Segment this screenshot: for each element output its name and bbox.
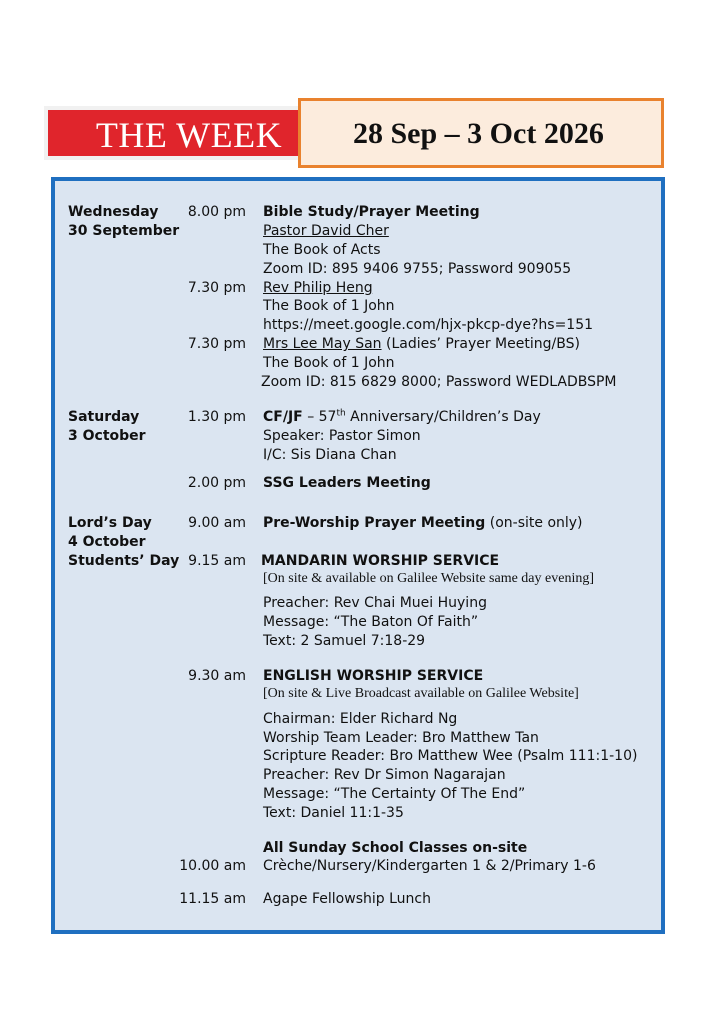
scripture-reader: Scripture Reader: Bro Matthew Wee (Psalm 111:1-10) [263,748,638,764]
in-charge: I/C: Sis Diana Chan [263,447,397,463]
classes: Crèche/Nursery/Kindergarten 1 & 2/Primary 1-6 [263,858,596,874]
time: 11.15 am [179,891,246,907]
zoom-info: Zoom ID: 815 6829 8000; Password WEDLADBSPM [261,374,617,390]
preacher: Preacher: Rev Chai Muei Huying [263,595,487,611]
scripture-text: Text: 2 Samuel 7:18-29 [263,633,426,649]
date-saturday: 3 October [68,428,146,444]
anniversary-number: 57 [318,409,337,425]
scripture-text: Text: Daniel 11:1-35 [263,805,404,821]
time: 7.30 pm [187,336,246,352]
time: 2.00 pm [187,475,246,491]
service-title: ENGLISH WORSHIP SERVICE [263,668,484,684]
event-title: Pre-Worship Prayer Meeting [263,515,486,531]
meet-link[interactable]: https://meet.google.com/hjx-pkcp-dye?hs=151 [263,317,594,333]
event-title: Bible Study/Prayer Meeting [263,204,480,220]
speaker: Speaker: Pastor Simon [263,428,421,444]
time: 10.00 am [179,858,246,874]
time: 7.30 pm [187,280,246,296]
day-saturday: Saturday [68,409,140,425]
event-note: (on-site only) [489,515,583,531]
book: The Book of 1 John [263,298,395,314]
event-title-line [263,408,541,426]
book: The Book of Acts [263,242,381,258]
service-title: MANDARIN WORSHIP SERVICE [261,553,500,569]
date-wednesday: 30 September [68,223,180,239]
time: 9.00 am [188,515,246,531]
preacher: Preacher: Rev Dr Simon Nagarajan [263,767,506,783]
worship-leader: Worship Team Leader: Bro Matthew Tan [263,730,539,746]
time: 9.30 am [188,668,246,684]
message: Message: “The Baton Of Faith” [263,614,479,630]
time: 9.15 am [188,553,246,569]
leader-link[interactable]: Mrs Lee May San [263,336,382,352]
service-note: [On site & available on Galilee Website same day evening] [263,571,595,586]
message: Message: “The Certainty Of The End” [263,786,526,802]
service-note: [On site & Live Broadcast available on Galilee Website] [263,686,579,701]
occasion: Students’ Day [68,553,180,569]
lunch: Agape Fellowship Lunch [263,891,431,907]
zoom-info: Zoom ID: 895 9406 9755; Password 909055 [263,261,572,277]
date-range: 28 Sep – 3 Oct 2026 [353,117,604,150]
event-rest: Anniversary/Children’s Day [350,409,541,425]
date-lords-day: 4 October [68,534,146,550]
date-range-box [298,98,664,168]
time: 8.00 pm [187,204,246,220]
the-week-banner [48,110,330,156]
time: 1.30 pm [187,409,246,425]
event-title: CF/JF [263,409,303,425]
leader-line [263,335,580,353]
sunday-school-title: All Sunday School Classes on-site [263,840,528,856]
meeting-note: (Ladies’ Prayer Meeting/BS) [386,336,580,352]
chairman: Chairman: Elder Richard Ng [263,711,458,727]
banner-title: THE WEEK [95,115,283,155]
event-title-line [263,514,583,532]
leader-link[interactable]: Pastor David Cher [263,223,389,239]
ordinal-suffix: th [336,408,346,419]
event-title: SSG Leaders Meeting [263,475,431,491]
day-wednesday: Wednesday [68,204,159,220]
leader-link[interactable]: Rev Philip Heng [263,280,373,296]
book: The Book of 1 John [263,355,395,371]
day-lords-day: Lord’s Day [68,515,152,531]
dash: – [307,409,315,425]
